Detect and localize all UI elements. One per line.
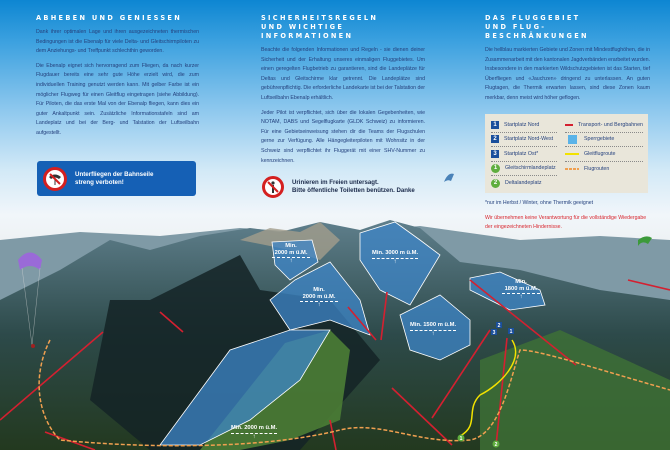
paragraph: Die Ebenalp eignet sich hervorragend zum Fliegen, da nach kurzer Flugdauer bereits eine sehr gute Höhe erzielt wird, die zum individuellen Training genutzt werden kann. Mit gelber Farbe ist ein möglicher Flugweg für einen Gleitflug eingetragen (siehe Abbildung). Für Piloten, die das erste Mal von der Ebenalp fliegen, kann dies ein guter Ankaltpunkt sein. Zusätzliche Informationstafeln sind am Landeplatz und bei der Berg- und Talstation der Luftseilbahn aufgestellt. [36, 62, 199, 136]
paragraph: Dank ihrer optimalen Lage und ihren ausgezeichneten thermischen Bedingungen ist die Ebenalp für viele Delta- und Gleitschirmpiloten zu dem Anziehungs- und Treffpunkt schlechthin geworden. [36, 29, 199, 55]
blue-area-swatch [568, 135, 577, 144]
section-heading: SICHERHEITSREGELN [261, 14, 379, 22]
legend-label: Transport- und Bergbahnen [578, 121, 643, 128]
no-urinating-icon [262, 176, 284, 198]
section-heading: DAS FLUGGEBIET [485, 14, 581, 22]
section-heading: ABHEBEN UND GENIESSEN [36, 14, 183, 22]
paragraph: Beachte die folgenden Informationen und Regeln - sie dienen deiner Sicherheit und der Erhaltung unseres einmaligen Fluggebietes. Um einen geregelten Flugbetrieb zu garantieren, sind die Landeplätze für Deltas und Gleitschirme klar getrennt. Die Landeplätze sind gebührenpflichtig. Die erforderliche Landekarte ist bei der Talstation der Luftseilbahn Ebenalp erhältlich. [261, 47, 425, 101]
paraglider-icon [442, 170, 456, 192]
legend-label: Startplatz Nord [504, 121, 540, 128]
legend-label: Sperrgebiete [584, 136, 615, 143]
landing-marker: 2 [491, 179, 500, 188]
landing-marker-1: 1 [459, 436, 463, 442]
start-marker: 2 [491, 135, 499, 143]
yellow-line-swatch [565, 153, 579, 156]
start-marker-2: 2 [497, 323, 501, 329]
zone-label: Min. 1500 m ü.M. ↑ [410, 322, 457, 337]
notice-line-1: Urinieren im Freien untersagt. [292, 178, 379, 186]
notice-line-2: Bitte öffentliche Toiletten benützen. Danke [292, 187, 415, 194]
legend-item [491, 176, 557, 191]
red-line-swatch [565, 124, 573, 127]
section-sicherheitsregeln [261, 14, 425, 171]
legend-item [565, 118, 643, 133]
start-marker: 1 [491, 121, 499, 129]
legend-item [565, 162, 643, 177]
start-marker-1: 1 [509, 329, 513, 335]
cable-warning-box [37, 161, 196, 196]
zone-label: Min. 2000 m ü.M. ↑ [231, 425, 278, 440]
warning-line-1: Unterfliegen der Bahnseile [75, 170, 154, 178]
section-heading: UND FLUG-BESCHRÄNKUNGEN [485, 23, 589, 40]
start-marker: 3 [491, 150, 499, 158]
legend-label: Deltalandeplatz [505, 180, 542, 187]
legend-label: Gleitschirmlandeplatz [505, 165, 556, 172]
mountain-map [0, 218, 670, 450]
start-marker-3: 3 [492, 330, 496, 336]
no-urinating-notice [262, 176, 415, 198]
section-abheben [36, 14, 199, 144]
section-heading: UND WICHTIGE INFORMATIONEN [261, 23, 354, 40]
section-fluggebiet [485, 14, 650, 109]
legend-label: Flugrouten [584, 165, 610, 172]
warning-line-2: streng verboten! [75, 178, 124, 186]
legend-item [565, 147, 643, 162]
legend-label: Startplatz Ost* [504, 150, 539, 157]
legend-item [491, 118, 557, 133]
zone-label: Min. 1800 m ü.M. ↑ [502, 279, 540, 300]
zone-label: Min. 2000 m ü.M. ↑ [300, 287, 338, 308]
map-legend [485, 114, 648, 193]
zone-label: Min. 3000 m ü.M. ↑ [372, 250, 419, 265]
legend-label: Startplatz Nord-West [504, 136, 554, 143]
landing-marker: 1 [491, 164, 500, 173]
no-paraglider-icon [43, 167, 67, 191]
legend-item [491, 133, 557, 148]
disclaimer: Wir übernehmen keine Verantwortung für die vollständige Wiedergabe der eingezeichneten Hindernisse. [485, 215, 647, 230]
zone-label: Min. 2000 m ü.M. ↑ [272, 243, 310, 264]
paragraph: Die hellblau markierten Gebiete und Zonen mit Mindestflughöhen, die in Zusammenarbeit mit den kantonalen Jagdverbänden erarbeitet wurden. Insbesondere in den markierten Wildschutzgebieten ist das Starten, tief Überfliegen und «Jauchzen» dringend zu unterlassen. An guten Flugtagen, die Thermik erwarten lassen, sind diese Zonen kaum merkbar, denn meist wird höher geflogen. [485, 47, 650, 101]
legend-item [565, 133, 643, 148]
legend-item [491, 147, 557, 162]
footnote: *nur im Herbst / Winter, ohne Thermik geeignet [485, 200, 594, 206]
legend-item [491, 162, 557, 177]
landing-marker-2: 2 [494, 442, 498, 448]
dashed-line-swatch [565, 168, 579, 171]
paragraph: Jeder Pilot ist verpflichtet, sich über die lokalen Gegebenheiten, wie NOTAM, DABS und Segelflugkarte (GLDK Schweiz) zu informieren. Für eine Gebietseinweisung stehen dir die Teams der Flugschulen gerne zur Verfügung. Alle Hängegleiterpiloten mit Wohnsitz in der Schweiz sind verpflichtet ihr Fluggerät mit einer SHV-Nummer zu kennzeichnen. [261, 109, 425, 164]
legend-label: Gleitflugroute [584, 150, 616, 157]
